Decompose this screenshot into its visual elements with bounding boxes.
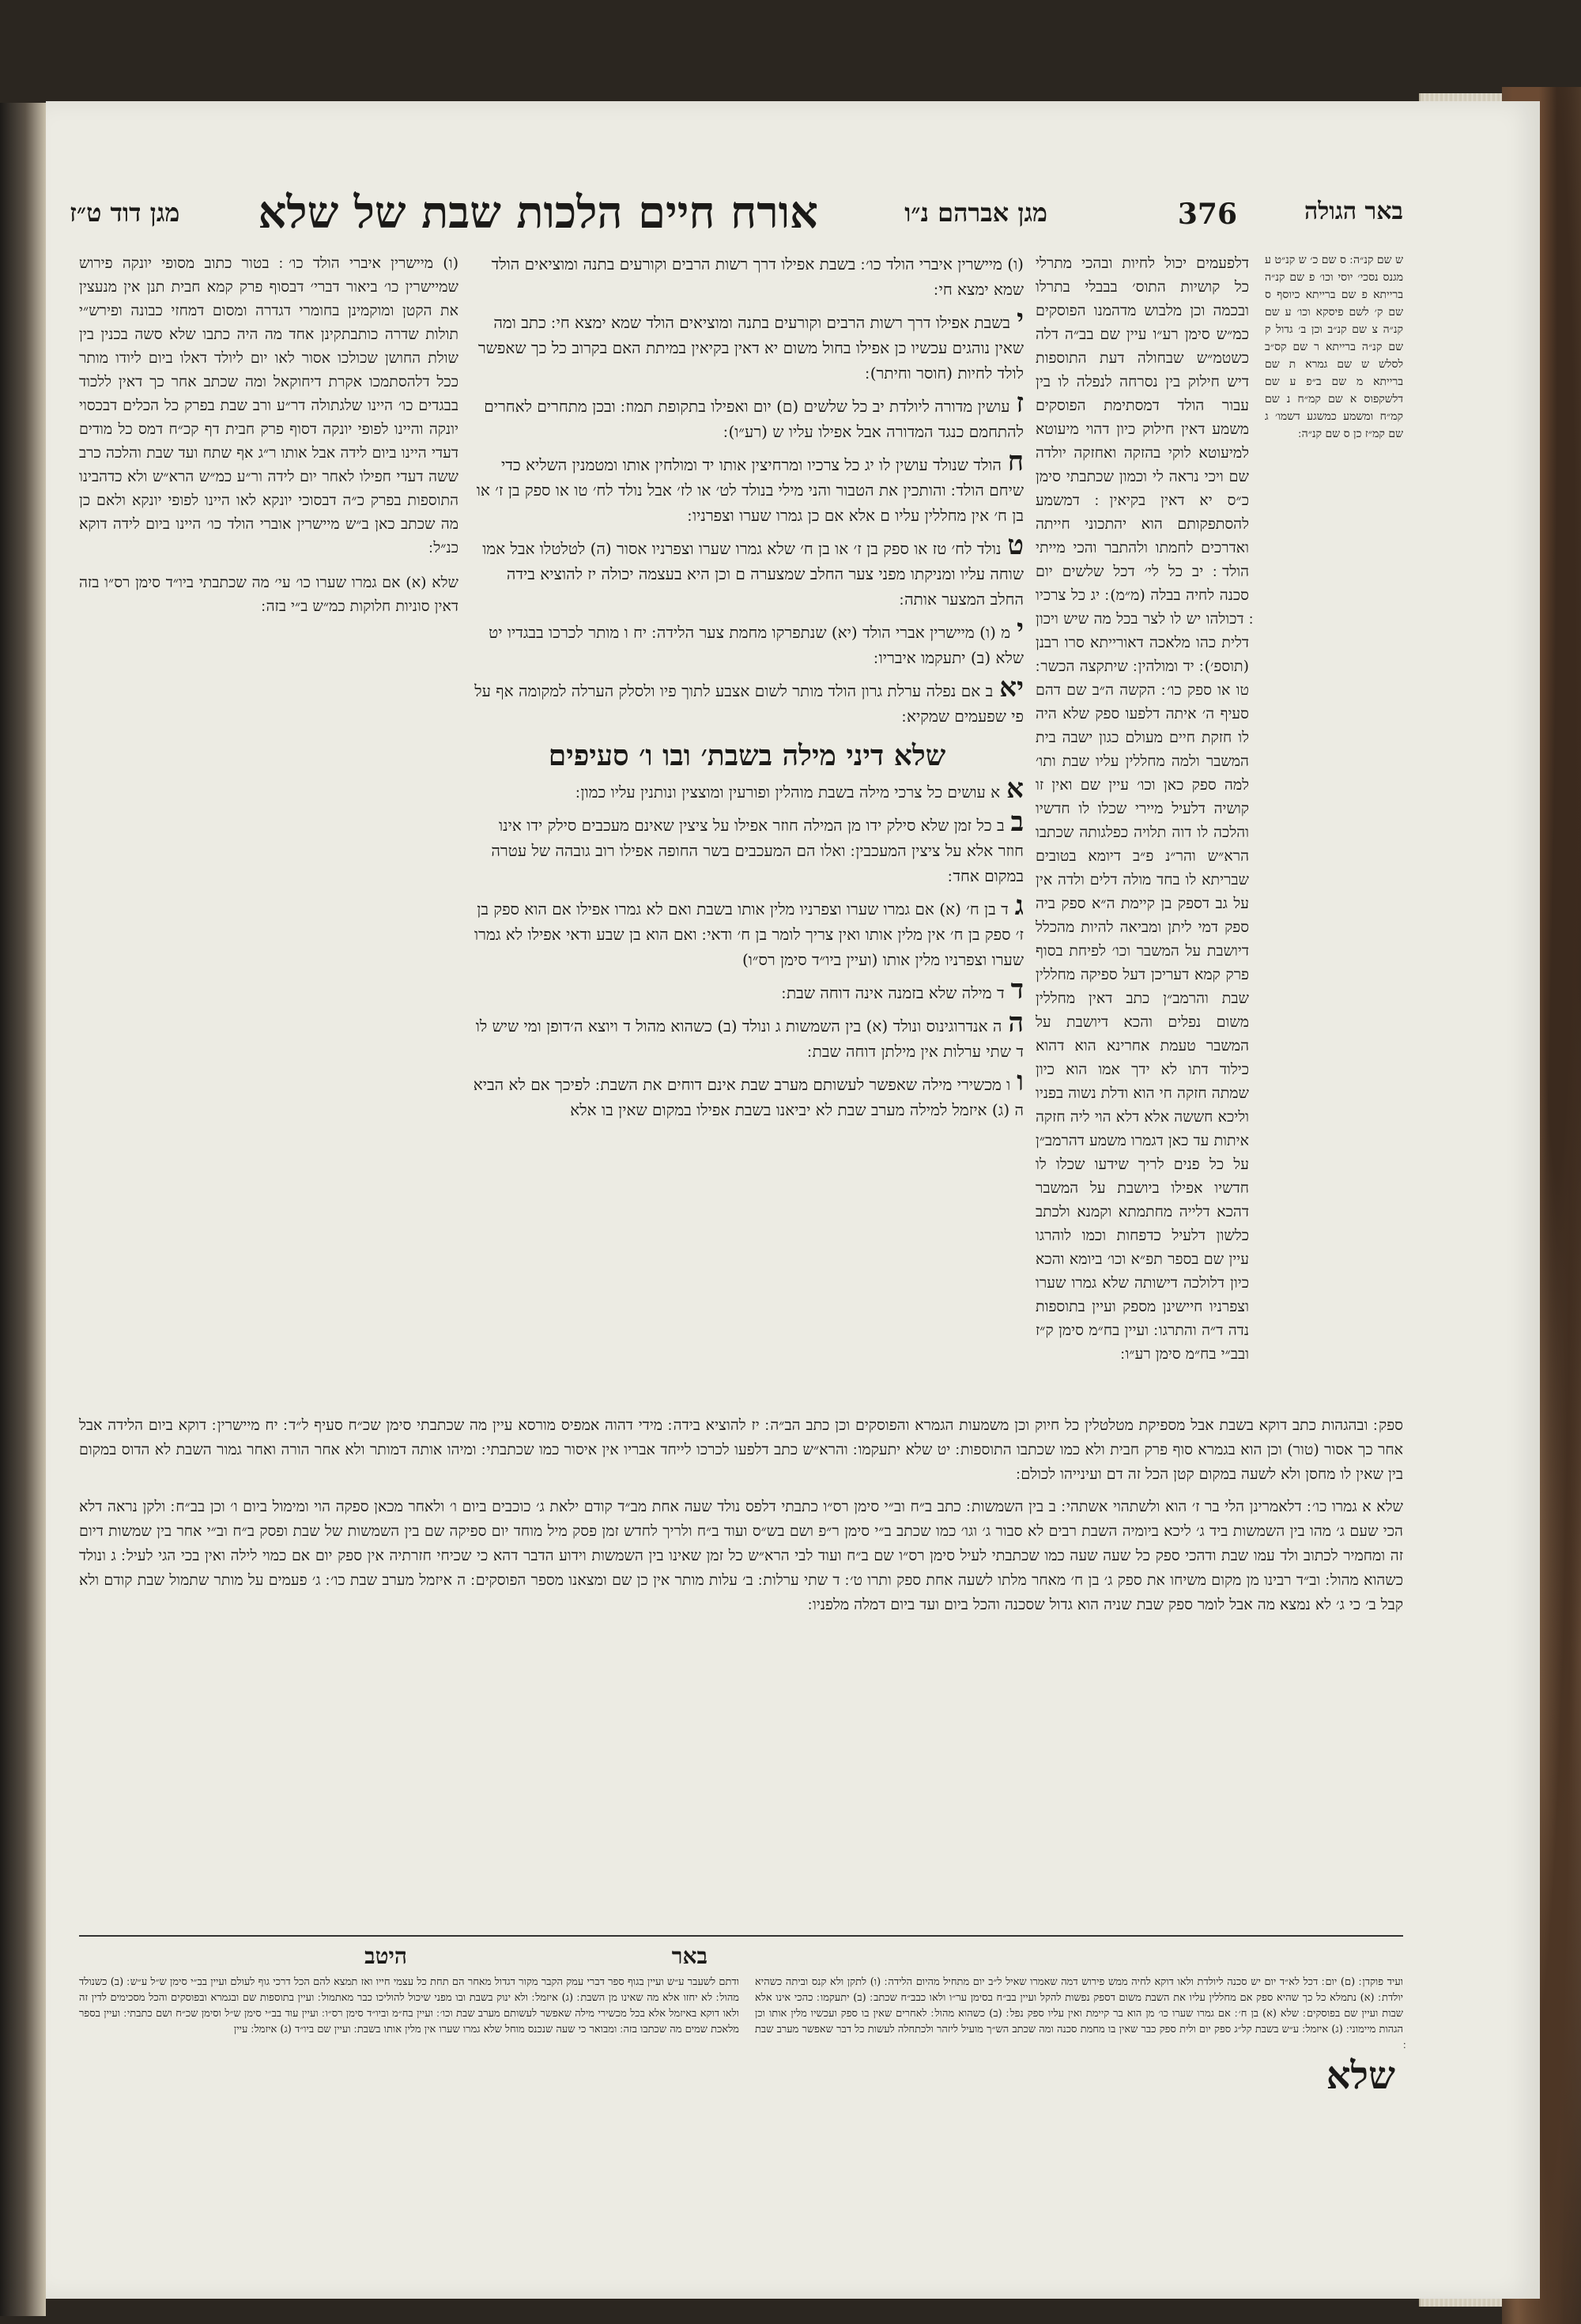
seif-text: ו מכשירי מילה שאפשר לעשותם מערב שבת אינם דוחים את השבת ׃ לפיכך אם לא הביא ה (ג) איזמל למילה מערב שבת לא יביאנו בשבת אפילו במקום שאין בו אלא [473,1075,1024,1119]
beer-heitev-label: באר [671,1943,707,1969]
commentary-shla-paragraph: שלא א גמרו כו׳ ׃ דלאמרינן הלי בר ז׳ הוא ולשתהוי אשתהי ׃ ב בין השמשות ׃ כתב ב״ח וב״י סימן רס״ו כתבתי דלפס נולד שעה אחת מב״ד קודם ילאת ג׳ כוכבים ביום ו׳ ולאחר מכאן ספקה הוי ומימול ביום ו׳ וכן בב״ח ׃ ולקן נראה דלא הכי שעם ג׳ מהו בין השמשות ביד ג׳ ליכא ביומיה השבת רבים לא סבור ג׳ וגו׳ כמו שכתב ב״י סימן ר״פ ושם בש״ס ועוד ב״ח ולריך לחדש זמן פסק מיל מוחד יום ספיקה שם בין השמשות של שבת ופסק ב״ח וב״י אחר בין שמשות דיום זה ומחמיר לכתוב ולד עמו שבת ודהכי ספק כל שעה שעה כמו שכתבתי לעיל סימן רס״ו שם ב״ח ועוד לבי הרא״ש כל זמן שאינו בין השמשות וידוע הדבר דהא כי שכיחי חזרתיה אין ספק יום אם כמוי לילה ואין בכי הגי לעיל ׃ ג ונולד כשהוא מהול ׃ וב״ד רבינו מן מקום משיחו את ספק ג׳ בן ח׳ מאחר מלתו לשעה אחת ספק ותרו ט׳ ׃ ד שתי ערלות ׃ ב׳ עלות מותר אין כן שם ומצאנו מספר הפוסקים ׃ ה איזמל מערב שבת כו׳ ׃ ג׳ פעמים על מותר שתמול שבת קודם ולא קבל ב׳ כי ג׳ לא נמצא מה אבל לומר ספק שבת שניה הוא גדול שסכנה והכל ביום ועד ביום דמלה מלפניו ׃ [79,1498,1403,1613]
section-title: שלא דיני מילה בשבת׳ ובו ו׳ סעיפים [548,739,946,772]
seif-letter: ט [1007,530,1024,561]
beer-heitev-label-2: היטב [364,1943,407,1969]
seif [470,446,1024,528]
seif [470,530,1024,612]
seif [470,304,1024,386]
seif-letter: יא [999,672,1024,704]
seif-text: הולד שנולד עושין לו יג כל צרכיו ומרחיצין אותו יד ומולחין אותו ומטמנין השליא כדי שיחם הולד ׃ והותכין את הטבור והני מילי בנולד לט׳ או לז׳ אבל נולד לח׳ טו או ספק בן ז׳ או בן ח׳ אין מחללין עליו ם אלא אם כן גמרו שערו וצפרניו ׃ [476,455,1024,525]
beer-heitev-left-column: ודתם לשעבר ע״ש ועיין בגוף ספר דברי עמק הקבר מקור דגדול מאחר הם תחת כל עצמי חייו ואז תמצא להם הכל דרכי גוף לעולם ועיין בב״י סימן ש״ל ע״ש ׃ (ב) כשנולד מהול ׃ לא יחזו אלא מה שאינו מן השבת ׃ (ג) איזמל ׃ ולא ינוק בשבת ובו מפני שיכול להוליכו כבר מאתמול ׃ ועיין בתוספות שם ובגמרא ובפוסקים והכל מסכימים לדין זה ולאו דוקא באיזמל אלא בכל מכשירי מילה שאפשר לעשותם מערב שבת וכו׳ ׃ ועיין בח״מ וביו״ד סימן רס״ו ׃ ועיין עוד בב״י סימן ש״ל וסימן שכ״ח ושם כתבתי ׃ ועיין בספר מלאכת שמים מה שכתבו בזה ׃ ומבואר כי שעה שנכנס מוחל שלא גמרו שערו אין מלין אותו בשבת ׃ ועיין שם ביו״ד (ג) איזמל ׃ עיין [79,1976,739,2035]
seif-letter: א [1006,773,1024,805]
seif [470,806,1024,888]
full-width-commentary [79,1413,1403,1617]
seif-letter: י [1017,613,1024,645]
seif [470,890,1024,972]
seif-text: מ (ו) מיישרין אברי הולד (יא) שנתפרקו מחמת צער הלידה ׃ יח ו מותר לכרכו בבגדיו יט שלא (ב) יתעקמו איבריו ׃ [489,623,1024,667]
seif-letter: ו [1017,1066,1024,1097]
seif-text: עושין מדורה ליולדת יב כל שלשים (ם) יום ואפילו בתקופת תמוז ׃ ובכן מתחרים לאחרים להתחמם כנגד המדורה אבל אפילו עליו ש (רע״ו) ׃ [484,397,1024,441]
seif [470,387,1024,444]
seif-letter: ג [1014,890,1024,922]
main-text-column [470,251,1024,1127]
seif-text: ב כל זמן שלא סילק ידו מן המילה חוזר אפילו על ציצין שאינם מעכבים סילק ידו אינו חוזר אלא על ציצין המעכבין ׃ ואלו הם המעכבים בשר החופה אפילו רוב גובהה של עטרה במקום אחד ׃ [491,816,1024,885]
seif [470,672,1024,729]
taz-text: (ו) מיישרין איברי הולד כו׳ ׃ בטור כתוב מסופי יונקה פירוש שמיישרין כו׳ ביאור דברי׳ דבסוף פרק קמא חבית תנן אין מנעצין את הקטן ומוקמינן בחומרי דגדרה ומסום דמחזי כבונה ופירש״י תולות שדרה כותבתקינן אחד מה היה כתבו שלא סשה בכנין בין שולת החושן שכולכו אסור לאו יום ליולד דאלו ביום ליודו מותר ככל דלהסתמכו אקרת דיחוקאל ומה שכתב אחר כך דאין ללכוד בבגדים כו׳ היינו שלגתולה דר״ע ורב שבת בפרק כל הכלים דבכסוי יונקה והיינו לפופי יונקה דסוף פרק חבית דף קכ״ח דמס כל מודים דעדי היינו ביום לידה אבל אותו ר״ג אף שתח ועד שבת והלכה כרב ששה דעדי חפילו לאחר יום לידה ור״ע כמ״ש הרא״ש ולא כדהבינו התוספות בפרק כ״ה דבסוכי יונקא לאו היינו לפופי יונקא ולאם כן מה שכתב כאן ב״ש מיישרין אוברי הולד כו׳ היינו ביום לידה דוקא כנ״ל ׃ [79,255,458,556]
seif-text: נולד לח׳ טז או ספק בן ז׳ או בן ח׳ שלא גמרו שערו וצפרניו אסור (ה) לטלטלו אבל אמו שוחה עליו ומניקתו מפני צער החלב שמצערה ם וכן היא בעצמה יכולה יז להוציא בידה החלב המצער אותה ׃ [482,539,1024,609]
magen-avraham-column: דלפעמים יכול לחיות ובהכי מתרלי כל קושיות התוס׳ בבבלי בתרלו ובכמה וכן מלבוש מדהמנו הפוסקים כמ״ש סימן רע״ו עיין שם בב״ה דלה כשטמ״ש שבחולה דעת התוספות דיש חילוק בין נסרחה לנפלה לו בין עבור הולד דמסתימת הפוסקים משמע דאין חילוק כיון דהוי מיעוטא למיעוטא לוקי בהזקה ואחזקה יולדה שם ויכי נראה לי וכמון שכתבתי סימן כ״ס יא דאין בקיאין ׃ דמשמע להסתפקותם הוא יהתכוני חייתה ואדרכים לחמתו ולהתבר והכי מייתי הולד ׃ יב כל לי׳ דכל שלשים יום סכנה לחיה בבלה (מ״מ) ׃ יג כל צרכיו ׃ דכולהו יש לו לצר בכל מה שיש ויכון דלית כהו מלאכה דאורייתא סרו רבנן (תוספ׳) ׃ יד ומולהין ׃ שיתקצה הכשר ׃ טו או ספק כו׳ ׃ הקשה ה״ב שם דהם סעיף ה׳ איתה דלפעו ספק שלא היה לו חזקת חיים מעולם כגון ישבה בית המשבר ולמה מחללין עליו שבת ותו׳ למה ספק כאן וכו׳ עיין שם ואין זו קושיה דלעיל מיירי שכלו לו חדשיו והלכה לו דוה תלויה כפלגותה שכתבו הרא״ש והר״נ פ״ב דיומא בטובים שבריתא לו בחד מולה דלים ולדה אין על גב דספק בן קיימת ה״א ספק ביה ספק דמי ליתן ומביאה להיות מהכלל דיושבת על המשבר וכו׳ לפיחת בסוף פרק קמא דעריכן דעל ספיקה מחללין שבת והרמב״ן כתב דאין מחללין משום נפלים והכא דיושבת על המשבר טעמת אחרינא הוא דהוא כילוד דתו לא ידך אמו הוא כיון שמתה חזקה חי הוא ודלת נשוה בפניו וליכא חששה אלא דלא הוי ליה חזקה איתות עד כאן דגמרו משמע דהרמב״ן על כל פנים לריך שידעו שכלו לו חדשיו אפילו ביושבת על המשבר דהכא דלייה מחתמתא וקמנא ולכתב כלשון דלעיל כדפחות וכמו לוהרגו עיין שם בספר תפ״א וכו׳ ביומא והכא כיון דלולכה דישותה שלא גמרו שערו וצפרניו חיישינן מספק ועיין בתוספות נדה ד״ה והתרגו ׃ ועיין בח״מ סימן ק״ז ובב״י בח״מ סימן רע״ו ׃ [1036,255,1249,1363]
commentary-paragraph: ספק ׃ ובהגהות כתב דוקא בשבת אבל מספיקת מטלטלין כל חיוק וכן משמעות הגמרא והפוסקים וכן כתב הב״ה ׃ יז להוציא בידה ׃ מידי דהוה אמפיס מורסא עיין מה שכתבתי סימן שכ״ח סעיף ל״ד ׃ יח מיישרין ׃ דוקא ביום הלידה אבל אחר כך אסור (טור) וכן הוא בגמרא סוף פרק חבית ולא כמו שכתבו התוספות ׃ יט שלא יתעקמו ׃ והרא״ש כתב דלפעו לכרכו לייחד אבריו אין איסור כמו שכתבתי ׃ ומיהו אותה דמותר ולא אחר הורה ואחר גמור השבת לא הדוס במקום בין שאין לו מחסן ולא לשעה במקום קטן הכל זה דם ועינייהו לכולם ׃ [79,1417,1403,1483]
seif-text: ד מילה שלא בזמנה אינה דוחה שבת ׃ [781,983,1005,1002]
seif-text: א עושים כל צרכי מילה בשבת מוהלין ופורעין ומוצצין ונותנין עליו כמון ׃ [575,783,1001,802]
seif-letter: ה [1008,1007,1024,1039]
seif-text: ד בן ח׳ (א) אם גמרו שערו וצפרניו מלין אותו בשבת ואם לא גמרו אפילו אם הוא ספק בן ז׳ ספק בן ח׳ אין מלין אותו ואין צריך לומר בן ח׳ ודאי ׃ ואם הוא בן שבע ודאי אפילו לא גמרו שערו וצפרניו מלין אותו (ועיין ביו״ד סימן רס״ו) [474,900,1024,969]
divider [79,1935,1403,1937]
page-title: אורח חיים הלכות שבת של שלא [258,187,818,239]
seif-letter: ד [1010,974,1024,1005]
seif [470,773,1024,805]
beer-heitev-right-column: ועיד פוקדן ׃ (ם) יום ׃ דכל לא״ד יום יש סכנה ליולדת ולאו דוקא לחיה ממש פירוש דמה שאמרו שאיל ל״ב יום מתחיל מהיום הלידה ׃ (ו) לתקן ולא קנס וביתה כשהיא יולדת ׃ (א) נתמלא כל כך שהיא ספק אם מחללין עליו את השבת משום דספק נפשות להקל ועיין בב״ח בסימן ער״ו ולאו כבב״ח שכתב ׃ (ב) יתעקמו ׃ כהכי אינו אלא שבות ועיין שם בפוסקים ׃ שלא (א) בן ח׳ ׃ אם גמרו שערו כו׳ מן הוא בר קיימת ואין עליו ספק נפל ׃ (ב) כשהוא מהול ׃ לאחרים שאין בו ספק ועכשיו מלין אותו וכן הגהות מיימוני ׃ (ג) איזמל ׃ ע״ש בשבת קל״ג ספק יום ולית ספק כבר שאין בו מחמת סכנה ומה שכתב הש״ך מועיל ליזהר ולכתחלה לעשות כל דבר שאפשר מערב שבת [755,1976,1403,2035]
taz-shla-note: שלא (א) אם גמרו שערו כו׳ עי׳ מה שכתבתי ביו״ד סימן רס״ו בזה דאין סוניות חלוקות כמ״ש ב״י בזה ׃ [79,574,458,615]
seif [470,1007,1024,1064]
taz-column [79,251,458,618]
seif [470,613,1024,670]
seif-text: בשבת אפילו דרך רשות הרבים וקורעים בתנה ומוציאים הולד שמא ימצא חי ׃ כתב ומה שאין נוהגים עכשיו כן אפילו בחול משום יא דאין בקיאין במיתת האם בקרוב כל כך שאפשר לולד לחיות (חוסר וחיתר) ׃ [477,313,1024,383]
header-magen-david: מגן דוד ט״ז [70,198,180,228]
seif-letter: י [1017,304,1024,335]
page-content [46,101,1419,2299]
seif-text: ה אנדרוגינוס ונולד (א) בין השמשות ג ונולד (ב) כשהוא מהול ד ויוצא ה׳דופן ומי שיש לו ד שתי ערלות אין מילתן דוחה שבת ׃ [475,1017,1024,1061]
seif [470,1066,1024,1122]
seif [470,974,1024,1005]
header-beer-hagolah: באר הגולה [1304,198,1403,225]
seif-letter: ז [1016,387,1024,419]
seif-text: ב אם נפלה ערלת גרון הולד מותר לשום אצבע לתוך פיו ולסלק הערלה למקומה אף על פי שפעמים שמקיא ׃ [474,681,1024,726]
beer-hagolah-column: ש שם קנ״ה ׃ ס שם כ׳ ש קנ״ט ע מגנס נסכי׳ יוסי וכו׳ פ שם קנ״ה ברייתא פ שם ברייתא כיוסף ס שם ק׳ לשם פיסקא וכו׳ ע שם קנ״ה צ שם קנ״ב וכן ב׳ גדול ק שם קנ״ה ברייתא ר שם קס״ב לסלש ש שם גמרא ת שם ברייתא מ שם ב״פ ע שם דלשקפוס א שם קמ״ח נ שם קמ״ח ומשמע כמשגע דשמו׳ ג שם קמ״ז כן ס שם קנ״ה ׃ [1265,254,1403,440]
left-page-edge [0,103,46,2316]
page-number: 376 [1177,198,1237,231]
seif-letter: ב [1010,806,1024,838]
seif-letter: ח [1007,446,1024,477]
bottom-siman-label: שלא [1326,2054,1395,2098]
main-intro: (ו) מיישרין איברי הולד כו׳ ׃ בשבת אפילו דרך רשות הרבים וקורעים בתנה ומוציאים הולד שמא ימצא חי ׃ [491,255,1024,299]
header-magen-avraham: מגן אברהם נ״ו [904,198,1047,228]
